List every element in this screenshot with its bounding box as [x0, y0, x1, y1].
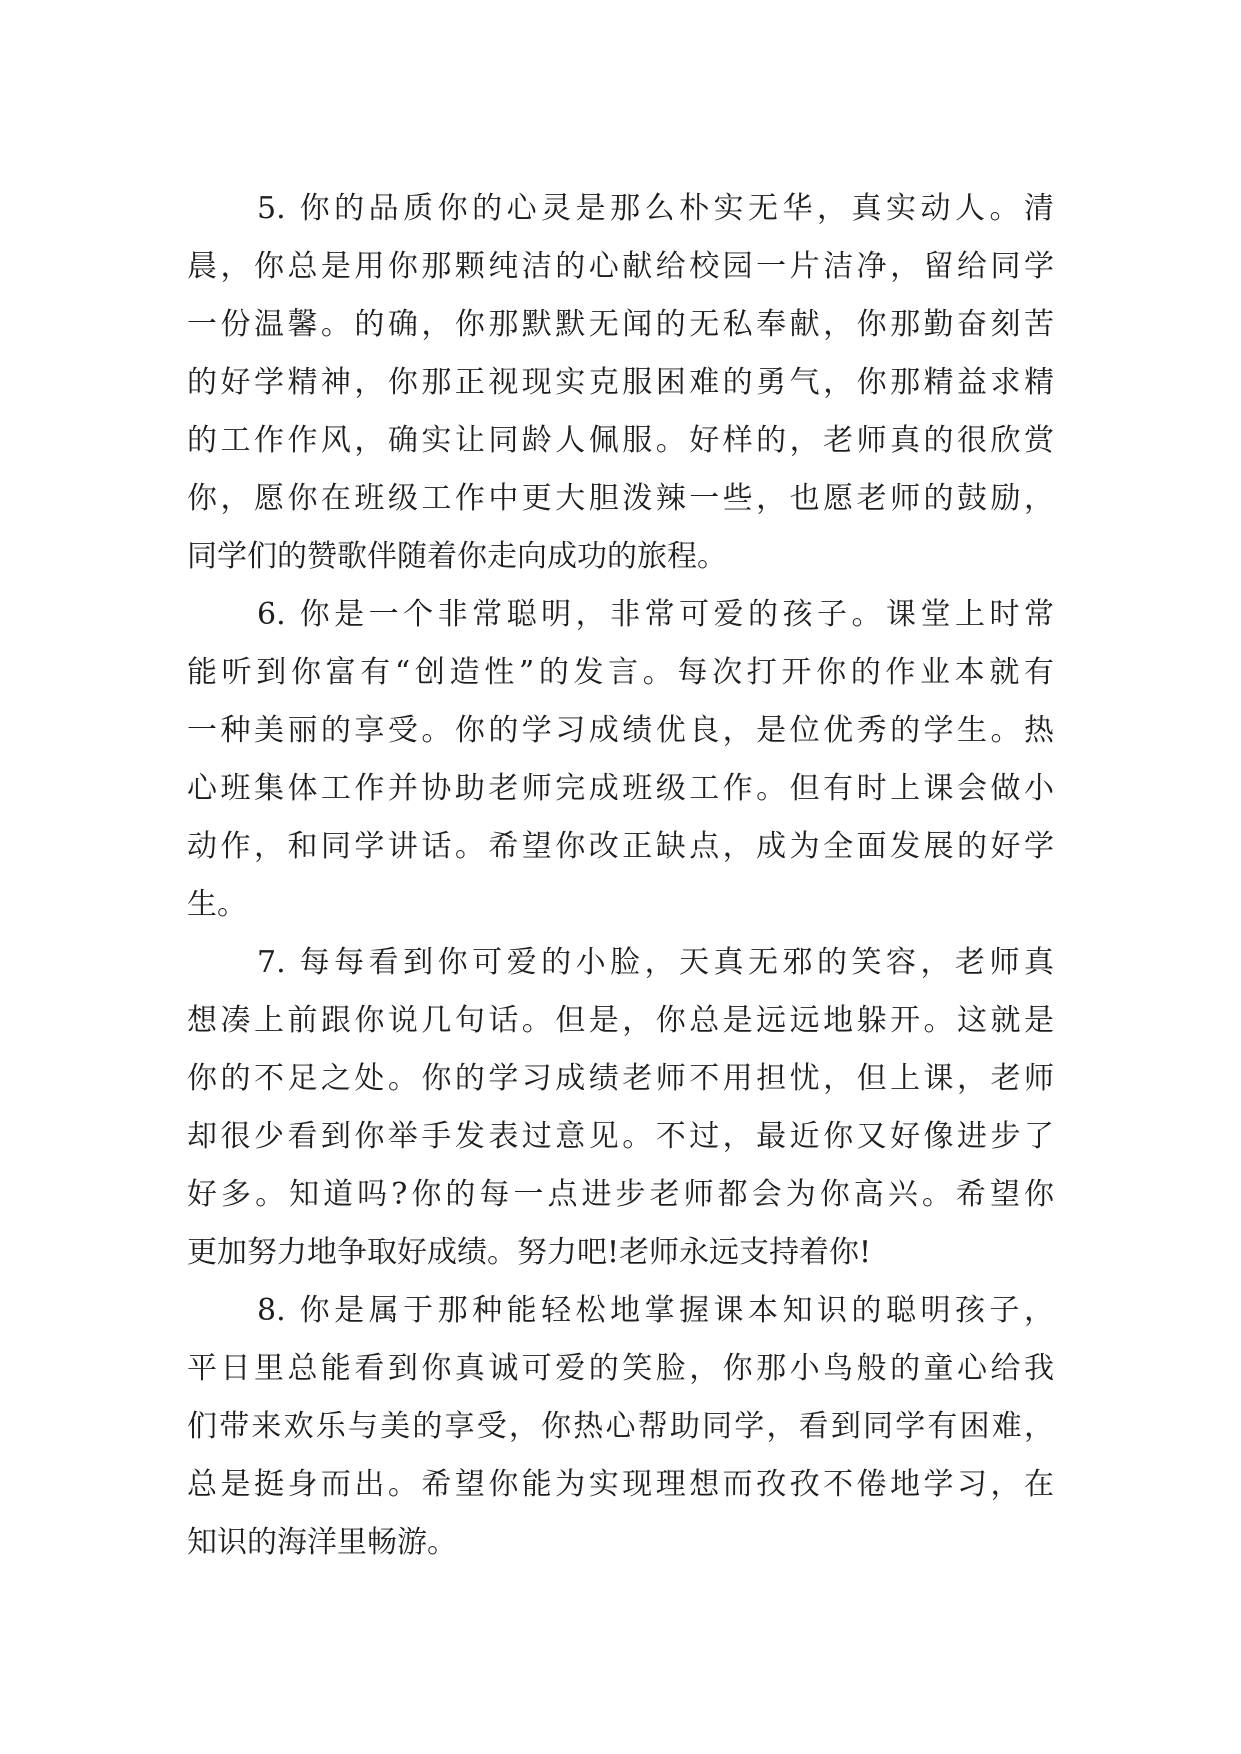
- paragraph-line: 们带来欢乐与美的享受，你热心帮助同学，看到同学有困难，: [187, 1409, 1054, 1444]
- paragraph-line: 的工作作风，确实让同龄人佩服。好样的，老师真的很欣赏: [187, 423, 1054, 458]
- comment-paragraph-5: [187, 180, 1054, 586]
- paragraph-line: 一种美丽的享受。你的学习成绩优良，是位优秀的学生。热: [187, 713, 1054, 748]
- document-body: [187, 180, 1054, 1572]
- paragraph-line: 更加努力地争取好成绩。努力吧!老师永远支持着你!: [187, 1235, 872, 1270]
- paragraph-line: 7. 每每看到你可爱的小脸，天真无邪的笑容，老师真: [257, 945, 1054, 980]
- paragraph-line: 心班集体工作并协助老师完成班级工作。但有时上课会做小: [187, 771, 1054, 806]
- paragraph-line: 晨，你总是用你那颗纯洁的心献给校园一片洁净，留给同学: [187, 249, 1054, 284]
- paragraph-line: 你的不足之处。你的学习成绩老师不用担忧，但上课，老师: [187, 1061, 1054, 1096]
- paragraph-line: 8. 你是属于那种能轻松地掌握课本知识的聪明孩子，: [257, 1293, 1054, 1328]
- paragraph-line: 知识的海洋里畅游。: [187, 1525, 457, 1560]
- paragraph-line: 的好学精神，你那正视现实克服困难的勇气，你那精益求精: [187, 365, 1054, 400]
- paragraph-line: 平日里总能看到你真诚可爱的笑脸，你那小鸟般的童心给我: [187, 1351, 1054, 1386]
- paragraph-line: 却很少看到你举手发表过意见。不过，最近你又好像进步了: [187, 1119, 1054, 1154]
- paragraph-line: 生。: [187, 887, 247, 922]
- paragraph-line: 好多。知道吗?你的每一点进步老师都会为你高兴。希望你: [187, 1177, 1054, 1212]
- paragraph-line: 同学们的赞歌伴随着你走向成功的旅程。: [187, 539, 727, 574]
- comment-paragraph-6: [187, 586, 1054, 934]
- paragraph-line: 6. 你是一个非常聪明，非常可爱的孩子。课堂上时常: [257, 597, 1054, 632]
- paragraph-line: 5. 你的品质你的心灵是那么朴实无华，真实动人。清: [257, 191, 1054, 226]
- comment-paragraph-8: [187, 1282, 1054, 1572]
- paragraph-line: 总是挺身而出。希望你能为实现理想而孜孜不倦地学习，在: [187, 1467, 1054, 1502]
- paragraph-line: 你，愿你在班级工作中更大胆泼辣一些，也愿老师的鼓励，: [187, 481, 1054, 516]
- comment-paragraph-7: [187, 934, 1054, 1282]
- paragraph-line: 动作，和同学讲话。希望你改正缺点，成为全面发展的好学: [187, 829, 1054, 864]
- paragraph-line: 一份温馨。的确，你那默默无闻的无私奉献，你那勤奋刻苦: [187, 307, 1054, 342]
- paragraph-line: 能听到你富有“创造性”的发言。每次打开你的作业本就有: [187, 655, 1054, 690]
- paragraph-line: 想凑上前跟你说几句话。但是，你总是远远地躲开。这就是: [187, 1003, 1054, 1038]
